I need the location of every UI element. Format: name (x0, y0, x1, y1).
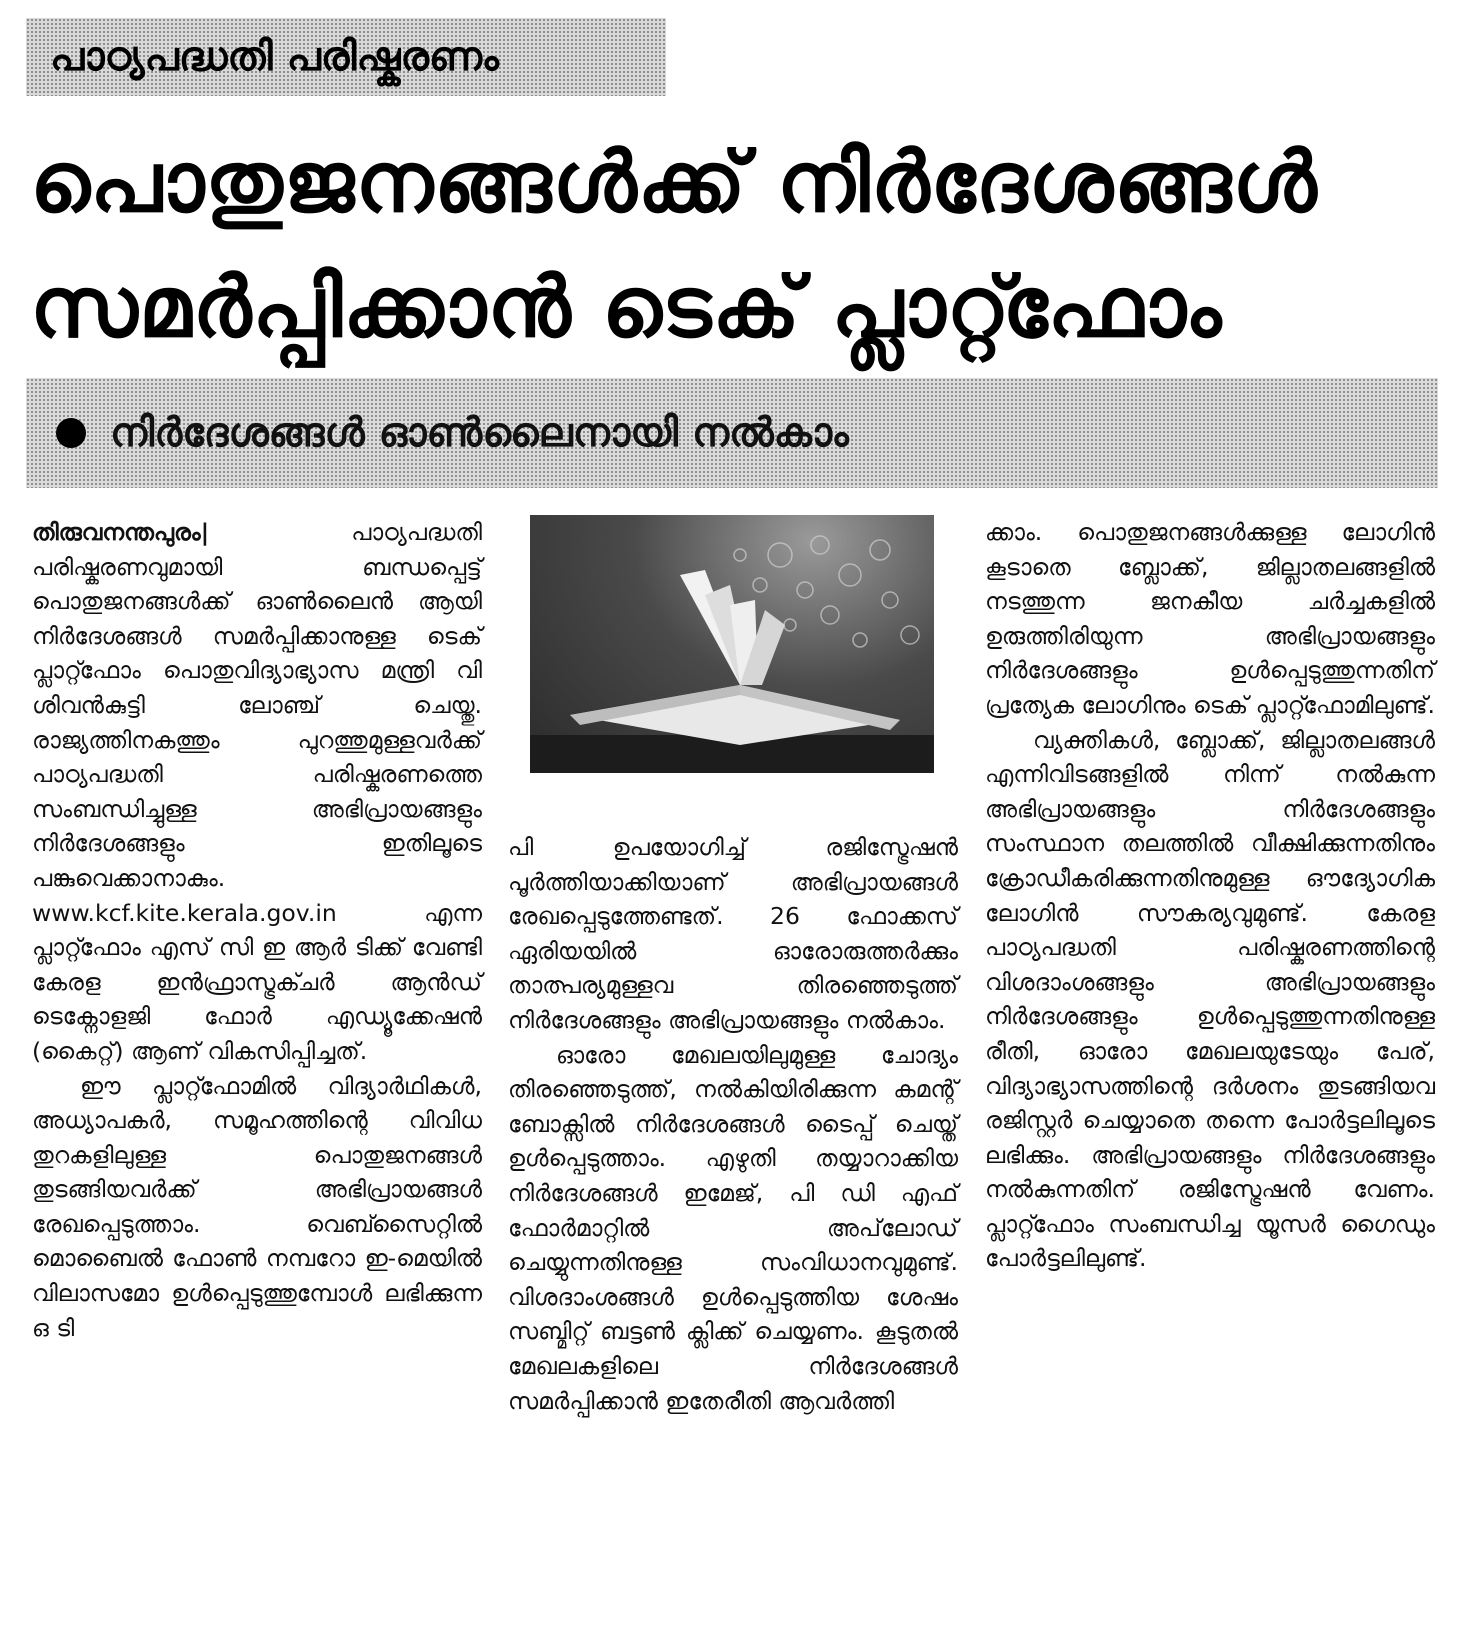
paragraph-text: പാഠ്യപദ്ധതി പരിഷ്കരണവുമായി ബന്ധപ്പെട്ട് പൊതുജനങ്ങൾക്ക് ഓൺലൈൻ ആയി നിർദേശങ്ങൾ സമർപ്പിക്കാനുള്ള ടെക് പ്ലാറ്റ്ഫോം പൊതുവിദ്യാഭ്യാസ മന്ത്രി വി ശിവൻകുട്ടി ലോഞ്ച് ചെയ്തു. രാജ്യത്തിനകത്തും പുറത്തുമുള്ളവർക്ക് പാഠ്യപദ്ധതി പരിഷ്കരണത്തെ സംബന്ധിച്ചുള്ള അഭിപ്രായങ്ങളും നിർദേശങ്ങളും ഇതിലൂടെ പങ്കുവെക്കാനാകും. www.kcf.kite.kerala.gov.in എന്ന പ്ലാറ്റ്ഫോം എസ് സി ഇ ആർ ടിക്ക് വേണ്ടി കേരള ഇൻഫ്രാസ്ട്രക്ചർ ആൻഡ് ടെക്നോളജി ഫോർ എഡ്യൂക്കേഷൻ (കൈറ്റ്) ആണ് വികസിപ്പിച്ചത്. (32, 518, 482, 1065)
paragraph: പി ഉപയോഗിച്ച് രജിസ്ട്രേഷൻ പൂർത്തിയാക്കിയാണ് അഭിപ്രായങ്ങൾ രേഖപ്പെടുത്തേണ്ടത്. 26 ഫോക്കസ് ഏരിയയിൽ ഓരോരുത്തർക്കും താത്പര്യമുള്ളവ തിരഞ്ഞെടുത്ത് നിർദേശങ്ങളും അഭിപ്രായങ്ങളും നൽകാം. (508, 833, 958, 1034)
subhead-text: നിർദേശങ്ങൾ ഓൺലൈനായി നൽകാം (110, 410, 849, 456)
paragraph: ക്കാം. പൊതുജനങ്ങൾക്കുള്ള ലോഗിൻ കൂടാതെ ബ്ലോക്ക്, ജില്ലാതലങ്ങളിൽ നടത്തുന്ന ജനകീയ ചർച്ചകളിൽ ഉരുത്തിരിയുന്ന അഭിപ്രായങ്ങളും നിർദേശങ്ങളും ഉൾപ്പെടുത്തുന്നതിന് പ്രത്യേക ലോഗിനും ടെക് പ്ലാറ്റ്ഫോമിലുണ്ട്. (985, 518, 1436, 719)
article-column-1 (32, 515, 482, 1345)
article-column-3 (985, 515, 1435, 1276)
headline-line-2: സമർപ്പിക്കാൻ ടെക് പ്ലാറ്റ്ഫോം (30, 258, 1223, 356)
paragraph (32, 515, 482, 1069)
kicker-banner (26, 18, 666, 96)
article-column-2 (508, 830, 958, 1418)
headline (30, 120, 1450, 370)
headline-line-1: പൊതുജനങ്ങൾക്ക് നിർദേശങ്ങൾ (30, 133, 1318, 231)
paragraph: വ്യക്തികൾ, ബ്ലോക്ക്, ജില്ലാതലങ്ങൾ എന്നിവിടങ്ങളിൽ നിന്ന് നൽകുന്ന അഭിപ്രായങ്ങളും നിർദേശങ്ങളും സംസ്ഥാന തലത്തിൽ വീക്ഷിക്കുന്നതിനും ക്രോഡീകരിക്കുന്നതിനുമുള്ള ഔദ്യോഗിക ലോഗിൻ സൗകര്യവുമുണ്ട്. കേരള പാഠ്യപദ്ധതി പരിഷ്കരണത്തിന്റെ വിശദാംശങ്ങളും അഭിപ്രായങ്ങളും നിർദേശങ്ങളും ഉൾപ്പെടുത്തുന്നതിനുള്ള രീതി, ഓരോ മേഖലയുടേയും പേര്, വിദ്യാഭ്യാസത്തിന്റെ ദർശനം തുടങ്ങിയവ രജിസ്റ്റർ ചെയ്യാതെ തന്നെ പോർട്ടലിലൂടെ ലഭിക്കും. അഭിപ്രായങ്ങളും നിർദേശങ്ങളും നൽകുന്നതിന് രജിസ്ട്രേഷൻ വേണം. പ്ലാറ്റ്ഫോം സംബന്ധിച്ച യൂസർ ഗൈഡും പോർട്ടലിലുണ്ട്. (985, 725, 1435, 1273)
paragraph: ഈ പ്ലാറ്റ്ഫോമിൽ വിദ്യാർഥികൾ, അധ്യാപകർ, സമൂഹത്തിന്റെ വിവിധ തുറകളിലുള്ള പൊതുജനങ്ങൾ തുടങ്ങിയവർക്ക് അഭിപ്രായങ്ങൾ രേഖപ്പെടുത്താം. വെബ്സൈറ്റിൽ മൊബൈൽ ഫോൺ നമ്പറോ ഇ-മെയിൽ വിലാസമോ ഉൾപ്പെടുത്തുമ്പോൾ ലഭിക്കുന്ന ഒ ടി (32, 1071, 482, 1342)
subhead-banner (26, 378, 1438, 488)
bullet-icon (56, 418, 86, 448)
dateline: തിരുവനന്തപുരം| (32, 518, 210, 546)
kicker-text: പാഠ്യപദ്ധതി പരിഷ്കരണം (50, 34, 499, 80)
open-book-image (530, 515, 934, 773)
open-book-icon (530, 515, 934, 773)
paragraph: ഓരോ മേഖലയിലുമുള്ള ചോദ്യം തിരഞ്ഞെടുത്ത്, നൽകിയിരിക്കുന്ന കമന്റ് ബോക്സിൽ നിർദേശങ്ങൾ ടൈപ്പ് ചെയ്ത് ഉൾപ്പെടുത്താം. എഴുതി തയ്യാറാക്കിയ നിർദേശങ്ങൾ ഇമേജ്, പി ഡി എഫ് ഫോർമാറ്റിൽ അപ്‌ലോഡ് ചെയ്യുന്നതിനുള്ള സംവിധാനവുമുണ്ട്. വിശദാംശങ്ങൾ ഉൾപ്പെടുത്തിയ ശേഷം സബ്മിറ്റ് ബട്ടൺ ക്ലിക്ക് ചെയ്യണം. കൂടുതൽ മേഖലകളിലെ നിർദേശങ്ങൾ സമർപ്പിക്കാൻ ഇതേരീതി ആവർത്തി (508, 1040, 958, 1415)
